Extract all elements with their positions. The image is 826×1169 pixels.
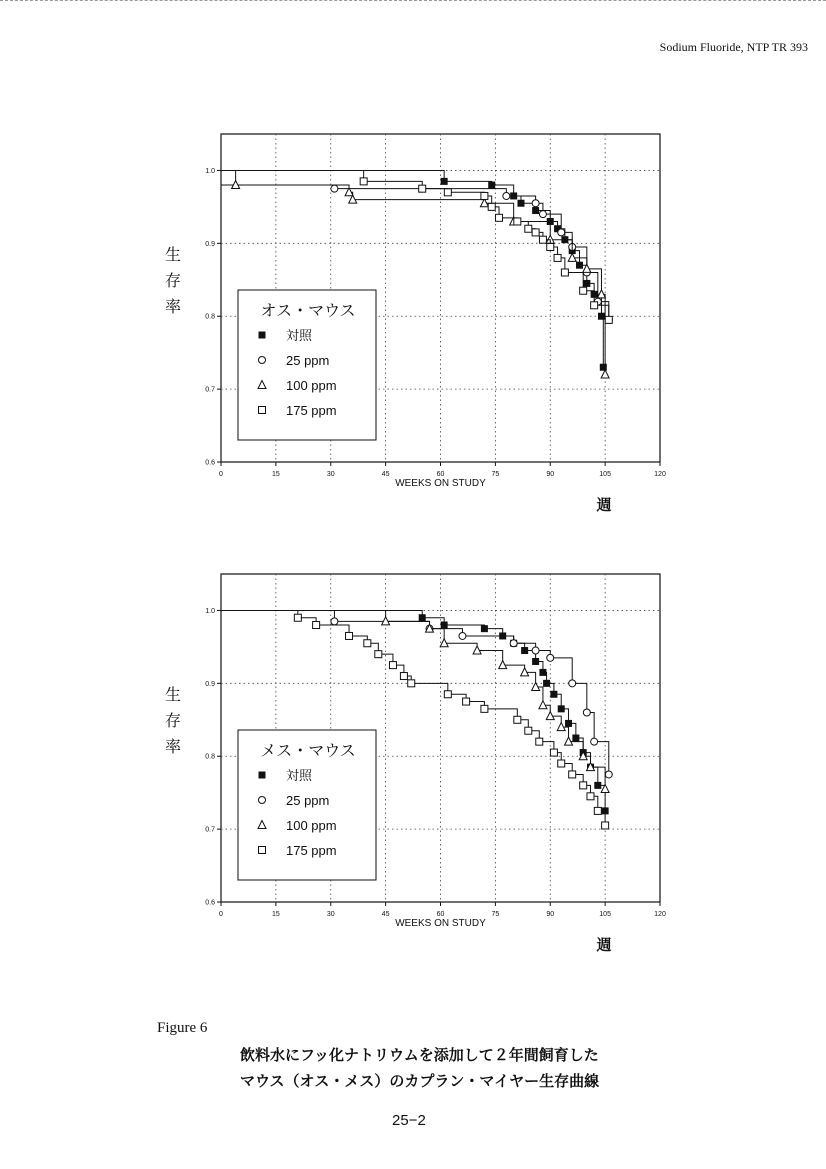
male-xtick-label: 75 <box>491 471 500 478</box>
female-data-point <box>510 640 517 647</box>
male-ytick-label: 1.0 <box>205 167 215 175</box>
female-data-point <box>294 614 301 621</box>
male-data-point <box>532 229 539 236</box>
female-data-point <box>591 738 598 745</box>
female-data-point <box>331 618 338 625</box>
male-legend-marker <box>259 357 266 364</box>
female-data-point <box>499 661 507 669</box>
male-data-point <box>561 269 568 276</box>
female-data-point <box>346 632 353 639</box>
female-xtick-label: 105 <box>599 911 611 918</box>
female-data-point <box>543 680 550 687</box>
female-data-point <box>444 691 451 698</box>
male-data-point <box>441 178 448 185</box>
female-survival-chart <box>0 560 826 960</box>
female-ytick-label: 1.0 <box>205 607 215 615</box>
female-legend-title: メス・マウス <box>260 743 356 760</box>
male-y-axis-title-char: 存 <box>164 273 182 290</box>
female-legend <box>238 730 376 880</box>
female-data-point <box>514 716 521 723</box>
male-data-point <box>532 207 539 214</box>
female-y-axis-title-char: 率 <box>164 739 182 756</box>
female-data-point <box>481 705 488 712</box>
male-survival-chart <box>0 120 826 520</box>
female-data-point <box>605 771 612 778</box>
female-data-point <box>364 640 371 647</box>
male-data-point <box>503 192 510 199</box>
male-survival-chart-svg <box>0 120 826 520</box>
female-data-point <box>594 782 601 789</box>
male-ytick-label: 0.9 <box>205 240 215 248</box>
female-data-point <box>419 614 426 621</box>
female-data-point <box>539 669 546 676</box>
male-data-point <box>488 182 495 189</box>
female-data-point <box>459 632 466 639</box>
figure-caption <box>240 1042 599 1094</box>
female-legend-label: 25 ppm <box>286 793 330 808</box>
male-data-point <box>554 254 561 261</box>
female-data-point <box>547 654 554 661</box>
female-data-point <box>536 738 543 745</box>
male-data-point <box>576 262 583 269</box>
male-xtick-label: 120 <box>654 471 666 478</box>
female-data-point <box>389 662 396 669</box>
female-data-point <box>521 647 528 654</box>
female-data-point <box>532 647 539 654</box>
male-x-axis-title-jp: 週 <box>596 497 612 514</box>
female-data-point <box>565 737 573 745</box>
female-data-point <box>565 720 572 727</box>
male-xtick-label: 105 <box>599 471 611 478</box>
running-title: Sodium Fluoride, NTP TR 393 <box>659 40 808 54</box>
female-data-point <box>587 793 594 800</box>
female-data-point <box>481 625 488 632</box>
male-x-axis-title: WEEKS ON STUDY <box>395 478 486 489</box>
male-legend-marker <box>259 407 266 414</box>
female-data-point <box>557 723 565 731</box>
female-x-axis-title-jp: 週 <box>596 937 612 954</box>
female-y-axis-title-char: 生 <box>164 687 182 704</box>
male-data-point <box>605 316 612 323</box>
male-data-point <box>517 200 524 207</box>
female-data-point <box>408 680 415 687</box>
female-legend-label: 対照 <box>286 768 313 783</box>
female-x-axis-title: WEEKS ON STUDY <box>395 918 486 929</box>
male-legend-label: 25 ppm <box>286 353 330 368</box>
female-data-point <box>569 680 576 687</box>
female-data-point <box>400 673 407 680</box>
male-y-axis-title-char: 率 <box>164 299 182 316</box>
female-data-point <box>532 658 539 665</box>
male-data-point <box>514 218 521 225</box>
female-data-point <box>583 709 590 716</box>
page-number: 25−2 <box>392 1112 426 1129</box>
male-ytick-label: 0.7 <box>205 386 215 394</box>
male-data-point <box>232 181 240 189</box>
male-legend <box>238 290 376 440</box>
male-data-point <box>532 200 539 207</box>
male-data-point <box>601 370 609 378</box>
male-data-point <box>598 313 605 320</box>
male-xtick-label: 30 <box>326 471 335 478</box>
female-data-point <box>550 749 557 756</box>
female-data-point <box>473 646 481 654</box>
female-xtick-label: 45 <box>381 911 390 918</box>
male-xtick-label: 90 <box>546 471 555 478</box>
male-y-axis-title-char: 生 <box>164 247 182 264</box>
male-data-point <box>580 287 587 294</box>
male-data-point <box>547 243 554 250</box>
page-top-edge <box>0 0 826 5</box>
female-ytick-label: 0.6 <box>205 899 215 907</box>
female-legend-label: 100 ppm <box>286 818 337 833</box>
female-data-point <box>569 771 576 778</box>
female-xtick-label: 120 <box>654 911 666 918</box>
male-xtick-label: 45 <box>381 471 390 478</box>
male-data-point <box>419 185 426 192</box>
male-data-point <box>496 214 503 221</box>
female-data-point <box>602 822 609 829</box>
male-data-point <box>331 185 338 192</box>
male-legend-label: 100 ppm <box>286 378 337 393</box>
female-ytick-label: 0.7 <box>205 826 215 834</box>
male-data-point <box>600 364 607 371</box>
female-data-point <box>558 760 565 767</box>
male-legend-label: 175 ppm <box>286 403 337 418</box>
female-ytick-label: 0.9 <box>205 680 215 688</box>
female-legend-label: 175 ppm <box>286 843 337 858</box>
female-data-point <box>463 698 470 705</box>
male-data-point <box>558 229 565 236</box>
female-xtick-label: 15 <box>271 911 280 918</box>
male-xtick-label: 60 <box>436 471 445 478</box>
male-data-point <box>539 236 546 243</box>
male-data-point <box>583 280 590 287</box>
female-xtick-label: 60 <box>436 911 445 918</box>
male-ytick-label: 0.6 <box>205 459 215 467</box>
female-data-point <box>441 622 448 629</box>
male-legend-title: オス・マウス <box>260 303 356 320</box>
male-legend-label: 対照 <box>286 328 313 343</box>
male-xtick-label: 15 <box>271 471 280 478</box>
female-legend-marker <box>259 847 266 854</box>
female-data-point <box>580 782 587 789</box>
female-data-point <box>558 705 565 712</box>
figure-label: Figure 6 <box>157 1020 208 1036</box>
male-ytick-label: 0.8 <box>205 313 215 321</box>
male-data-point <box>444 189 451 196</box>
female-xtick-label: 0 <box>219 911 223 918</box>
female-legend-marker <box>259 797 266 804</box>
female-data-point <box>525 727 532 734</box>
figure-caption-line-1: 飲料水にフッ化ナトリウムを添加して２年間飼育した <box>240 1046 599 1064</box>
male-data-point <box>360 178 367 185</box>
female-data-point <box>375 651 382 658</box>
female-xtick-label: 30 <box>326 911 335 918</box>
female-legend-marker <box>259 772 266 779</box>
female-xtick-label: 90 <box>546 911 555 918</box>
male-data-point <box>488 203 495 210</box>
female-xtick-label: 75 <box>491 911 500 918</box>
female-data-point <box>550 691 557 698</box>
figure-caption-line-2: マウス（オス・メス）のカプラン・マイヤー生存曲線 <box>240 1072 600 1090</box>
female-y-axis-title-char: 存 <box>164 713 182 730</box>
female-ytick-label: 0.8 <box>205 753 215 761</box>
male-xtick-label: 0 <box>219 471 223 478</box>
female-data-point <box>313 622 320 629</box>
male-data-point <box>481 192 488 199</box>
female-data-point <box>546 712 554 720</box>
female-data-point <box>572 735 579 742</box>
male-legend-marker <box>259 332 266 339</box>
male-data-point <box>591 302 598 309</box>
male-data-point <box>539 211 546 218</box>
female-survival-chart-svg <box>0 560 826 960</box>
female-data-point <box>594 807 601 814</box>
male-data-point <box>525 225 532 232</box>
